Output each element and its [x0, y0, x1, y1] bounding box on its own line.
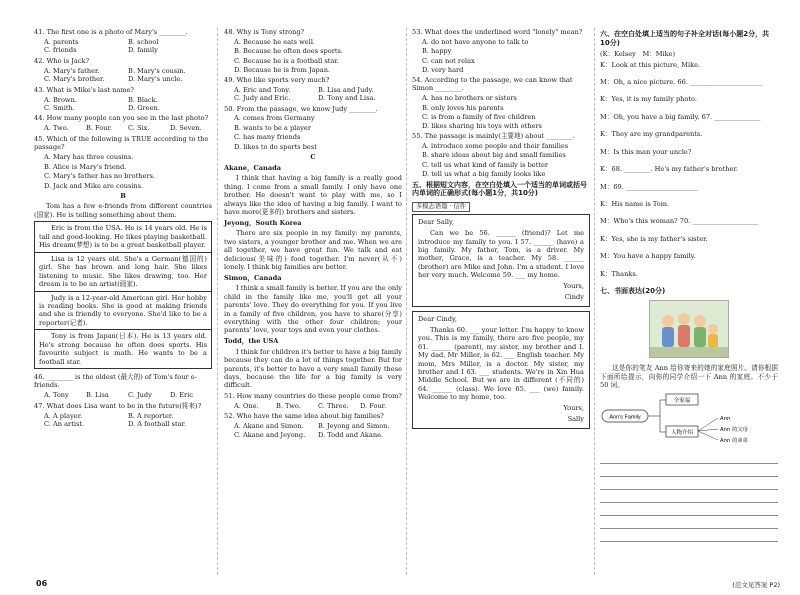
option: C. is from a family of five children	[422, 112, 536, 121]
option: C. Judy	[128, 391, 152, 400]
section-5-heading: 五、根据短文内容，在空白处填入一个适当的单词或括号内单词的正确形式(每小题1分，共10分)	[412, 180, 587, 198]
option: A. One.	[234, 402, 259, 410]
question-44: 44. How many people can you see in the last photo?	[34, 114, 209, 123]
passage-todd: I think for children it's better to have a big family because they can do a lot of things together. But for parents, it's better to have a very small family these days, because the life for a big family is very difficult.	[224, 347, 402, 390]
question-48: 48. Why is Tony strong?	[224, 28, 305, 36]
e-friends-box	[34, 221, 212, 369]
option: C. Akane and Jeyong.	[234, 430, 306, 439]
section-6-heading: 六、在空白处填上适当的句子补全对话(每小题2分，共10分)	[600, 30, 770, 47]
option: D. Mary's uncle.	[128, 75, 183, 84]
option: C. Because he is a football star.	[234, 56, 339, 65]
dialogue-line: M：You have a happy family.	[600, 252, 696, 261]
question-47: 47. What does Lisa want to be in the future(将来)?	[34, 401, 202, 410]
option: B. Mary's cousin.	[128, 66, 186, 75]
option: B. only loves his parents	[422, 103, 504, 112]
dialogue-line: K：They are my grandparents.	[600, 130, 703, 139]
page-number: 06	[36, 578, 48, 588]
options-43	[34, 96, 212, 113]
e-friend-tony: Tony is from Japan(日本). He is 13 years old. He's strong because he often does sports. His favourite subject is math. He wants to be a football star.	[39, 332, 207, 366]
option: B. Lisa and Judy.	[318, 85, 374, 94]
letter-body: Can we be 56. ______ (friend)? Let me introduce my family to you. I 57. ______ (have) a big family. My father, Tom, is a driver. My mother, Grace, is a teacher. My 58. ______ (brother) are Mike and John. I'm a student. I love her very much. Welcome 59. ___ my home.	[418, 229, 584, 280]
mind-map-root: Ann's Family	[609, 414, 641, 421]
speaker-akane: Akane，Canada	[224, 163, 282, 172]
options-44	[34, 124, 212, 132]
option: B. Jeyong and Simon.	[318, 422, 390, 431]
e-friend-lisa: Lisa is 12 years old. She's a German(德国的) girl. She has brown and long hair. She likes listening to music. She likes drawing, too. Her dream is to be an artist(画家).	[35, 253, 211, 292]
option: D. Green.	[128, 104, 160, 112]
option: D. Seven.	[170, 124, 202, 133]
option: B. share ideas about big and small families	[422, 151, 566, 160]
passage-akane: I think that having a big family is a really good thing. I come from a small family. I only have one brother. He doesn't want to play with me, so I always like the idea of having a big family. I want to have more(更多的) brothers and sisters.	[224, 174, 402, 216]
option: A. A player.	[44, 411, 83, 420]
options-51	[224, 402, 402, 410]
option: A. Because he eats well.	[234, 37, 316, 46]
option: A. Eric and Tony.	[234, 85, 291, 94]
option: D. family	[128, 46, 158, 55]
dialogue-line: K：Thanks.	[600, 269, 638, 278]
e-friend-eric: Eric is from the USA. He is 14 years old. He is tall and good-looking. He likes playing basketball. His dream(梦想) is to be a great basketball player.	[35, 222, 211, 252]
letter-salutation: Dear Sally,	[418, 218, 454, 227]
option: D. Jack and Mike are cousins.	[44, 181, 144, 190]
speaker-todd: Todd，the USA	[224, 337, 279, 346]
dialogue-cast: (K：Kelsey M：Mike)	[600, 49, 676, 58]
letter-cindy	[412, 214, 590, 307]
dialogue-line: M：Oh, you have a big family. 67. ______________	[600, 112, 761, 121]
question-53: 53. What does the underlined word "lonely" mean?	[412, 28, 583, 36]
option: B. wants to be a player	[234, 123, 311, 132]
options-49	[224, 86, 402, 103]
option: B. Because he often does sports.	[234, 47, 344, 56]
letter-sally	[412, 311, 590, 429]
passage-jeyong: There are six people in my family: my parents, two sisters, a younger brother and me. When we are all together, we have great fun. We talk and eat delicious(美味的) food together. I'm never(从不) lonely. I think big families are better.	[224, 229, 402, 271]
question-55: 55. The passage is mainly(主要地) about ________.	[412, 131, 575, 140]
answer-note: (范文见答案 P2)	[732, 580, 780, 589]
section-c-title: C	[310, 153, 316, 162]
family-photo-illustration	[649, 300, 729, 358]
dialogue-line: M：Who's this woman? 70. ____________________	[600, 217, 759, 226]
option: D. tell us what a big family looks like	[422, 170, 546, 179]
option: C. has many friends	[234, 133, 301, 142]
option: A. introduce some people and their families	[422, 141, 569, 150]
dialogue-line: M：Oh, a nice picture. 66. ______________________	[600, 77, 763, 86]
column-divider	[594, 28, 595, 575]
dialogue-line: K：68. ________. He's my father's brother.	[600, 165, 738, 174]
option: D. Four.	[360, 402, 387, 410]
passage-simon: I think a small family is better. If you are the only child in the family like me, you'll get all your parents' love. They do everything for you. If you live in a family of five children, you have to share(分享) everything with the other four children; your parents' love, your toys and even your clothes.	[224, 284, 402, 335]
option: C. An artist.	[44, 420, 85, 429]
option: D. Eric	[170, 391, 194, 400]
letter-body: Thanks 60. ___ your letter. I'm happy to know you. This is my family, there are five people, my 61. ______ (parent), my sister, my brother and I. My dad, Mr Miller, is 62. ___ English teacher. My mom, Mrs Miller, is a doctor. My sister, my brother and I 63. ___ students. We're in Xin Hua Middle School. But we are in different (不同的) 64. ______ (class). We love 65. ___ (we) family. Welcome to my home, too.	[418, 325, 584, 402]
option: D. Todd and Akane.	[318, 430, 384, 439]
option: A. has no brothers or sisters	[422, 94, 517, 103]
options-42	[34, 67, 212, 84]
option: C. can not relax	[422, 56, 475, 65]
question-42: 42. Who is Jack?	[34, 56, 90, 65]
question-52: 52. Who have the same idea about big families?	[224, 412, 384, 421]
question-43: 43. What is Mike's last name?	[34, 85, 134, 94]
option: B. Lisa	[86, 391, 109, 400]
option: A. comes from Germany	[234, 114, 315, 123]
question-54: 54. According to the passage, we can know that Simon ________.	[412, 75, 573, 93]
option: C. Three.	[318, 402, 349, 410]
option: A. Tony	[44, 391, 69, 400]
option: B. happy	[422, 47, 452, 56]
option: D. A football star.	[128, 420, 187, 429]
intro-b: Tom has a few e-friends from different countries (国家). He is telling something about them.	[34, 202, 212, 219]
option: A. Brown.	[44, 95, 77, 104]
column-3	[412, 28, 590, 433]
dialogue-line: K：Yes, she is my father's sister.	[600, 234, 708, 243]
mind-map	[600, 392, 778, 446]
option: C. Mary's father has no brothers.	[44, 172, 156, 181]
column-divider	[217, 28, 218, 575]
option: A. Mary has three cousins.	[44, 153, 134, 162]
section-b-title: B	[120, 191, 126, 200]
option: C. tell us what kind of family is better	[422, 160, 549, 169]
options-46	[34, 391, 212, 399]
writing-lines[interactable]	[600, 451, 778, 542]
option: A. Two.	[44, 124, 69, 133]
mind-map-branch-1: 全家福	[673, 398, 691, 405]
option: B. A reporter.	[128, 411, 174, 420]
column-1	[34, 28, 212, 431]
column-2	[224, 28, 402, 441]
options-52	[224, 422, 402, 439]
option: B. school	[128, 37, 159, 46]
speaker-simon: Simon，Canada	[224, 273, 282, 282]
letter-signature: Cindy	[564, 292, 584, 301]
option: A. parents	[44, 37, 79, 46]
option: A. do not have anyone to talk to	[422, 37, 529, 46]
genre-tag: 多模态语篇 · 信件	[412, 202, 470, 212]
letter-salutation: Dear Cindy,	[418, 315, 457, 324]
option: D. Because he is from Japan.	[234, 66, 331, 75]
dialogue-line: M：Is this man your uncle?	[600, 147, 692, 156]
option: C. Judy and Eric.	[234, 94, 291, 103]
section-7-heading: 七、书面表达(20分)	[600, 287, 666, 296]
option: C. Mary's brother.	[44, 75, 105, 84]
dialogue-line: K：His name is Tom.	[600, 200, 670, 209]
dialogue-line: K：Yes, it is my family photo.	[600, 95, 697, 104]
option: D. very hard	[422, 66, 464, 75]
mind-map-leaf-3: Ann 的弟弟	[720, 438, 748, 445]
option: B. Black.	[128, 95, 158, 104]
option: B. Alice is Mary's friend.	[44, 162, 127, 171]
option: C. friends	[44, 46, 77, 55]
e-friend-judy: Judy is a 12-year-old American girl. Her hobby is reading books. She is good at making friends and she is friendly to everyone. She'd like to be a reporter(记者).	[35, 292, 211, 331]
mind-map-leaf-1: Ann	[720, 416, 731, 423]
option: A. Akane and Simon.	[234, 422, 304, 431]
question-50: 50. From the passage, we know Judy ________.	[224, 104, 378, 113]
column-divider	[406, 28, 407, 575]
dialogue-line: K：Look at this picture, Mike.	[600, 60, 701, 69]
options-41	[34, 38, 212, 55]
column-4	[600, 28, 778, 542]
question-46: 46. ________ is the oldest (最大的) of Tom's four e-friends.	[34, 373, 197, 390]
option: D. Tony and Lisa.	[318, 94, 376, 103]
question-45: 45. Which of the following is TRUE according to the passage?	[34, 134, 209, 152]
speaker-jeyong: Jeyong，South Korea	[224, 218, 302, 227]
option: B. Two.	[276, 402, 301, 410]
dialogue-line: M：69. ______________________	[600, 182, 699, 191]
question-51: 51. How many countries do these people come from?	[224, 392, 402, 401]
option: C. Smith.	[44, 104, 75, 112]
question-49: 49. Who like sports very much?	[224, 75, 330, 84]
letter-signature: Sally	[567, 414, 584, 423]
dialogue	[600, 61, 778, 279]
option: C. Six.	[128, 124, 150, 133]
writing-task: 这是你的笔友 Ann 给你寄来的她的家庭照片。请你根据下面所给提示，向你的同学介绍一下 Ann 的家庭。不少于 50 词。	[600, 364, 778, 390]
option: D. likes sharing his toys with others	[422, 122, 542, 131]
options-47	[34, 412, 212, 429]
question-41: 41. The first one is a photo of Mary's ________.	[34, 28, 188, 36]
mind-map-branch-2: 人物介绍	[670, 430, 694, 437]
letter-closing: Yours,	[563, 281, 584, 290]
mind-map-leaf-2: Ann 的父母	[720, 427, 748, 434]
option: A. Mary's father.	[44, 66, 100, 75]
option: B. Four.	[86, 124, 112, 133]
option: D. likes to do sports best	[234, 142, 317, 151]
letter-closing: Yours,	[563, 403, 584, 412]
